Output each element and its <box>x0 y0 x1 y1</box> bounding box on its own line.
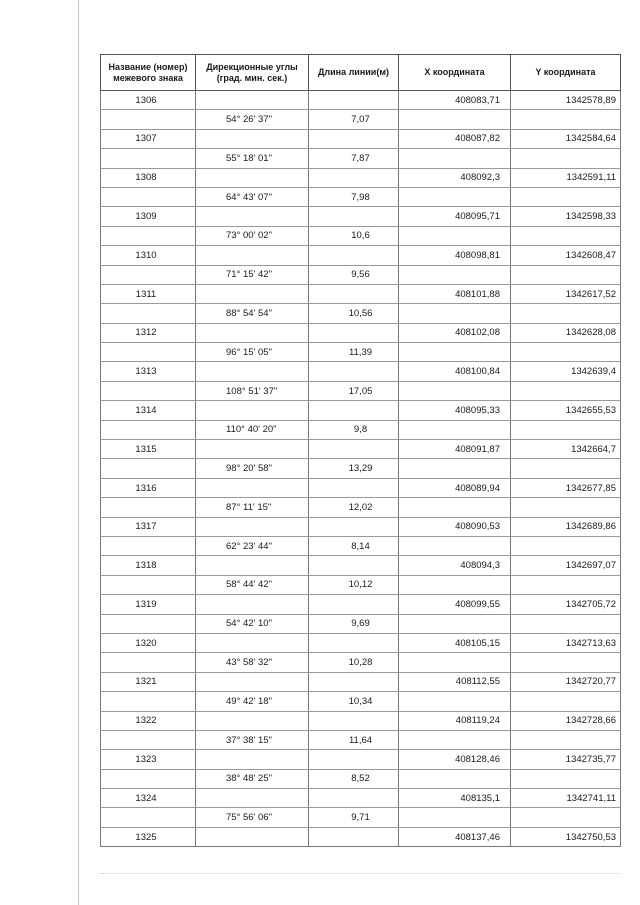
point-row <box>101 323 621 342</box>
cell-x-coordinate <box>399 420 511 439</box>
cell-direction-angle <box>196 827 309 846</box>
cell-point-name: 1317 <box>101 517 196 536</box>
cell-line-length: 12,02 <box>309 498 399 517</box>
cell-line-length <box>309 284 399 303</box>
cell-x-coordinate <box>399 110 511 129</box>
cell-x-coordinate <box>399 149 511 168</box>
cell-x-coordinate: 408119,24 <box>399 711 511 730</box>
cell-line-length: 9,71 <box>309 808 399 827</box>
point-row <box>101 711 621 730</box>
cell-point-name: 1320 <box>101 633 196 652</box>
cell-y-coordinate: 1342735,77 <box>511 750 621 769</box>
boundary-coordinates-table <box>100 54 621 847</box>
cell-direction-angle: 75° 56' 06" <box>196 808 309 827</box>
cell-x-coordinate <box>399 459 511 478</box>
cell-point-name: 1307 <box>101 129 196 148</box>
cell-point-name: 1309 <box>101 207 196 226</box>
cell-direction-angle: 54° 26' 37" <box>196 110 309 129</box>
cell-direction-angle: 64° 43' 07" <box>196 187 309 206</box>
cell-line-length <box>309 168 399 187</box>
cell-point-name <box>101 614 196 633</box>
cell-x-coordinate <box>399 808 511 827</box>
cell-x-coordinate <box>399 343 511 362</box>
cell-line-length <box>309 595 399 614</box>
cell-x-coordinate <box>399 304 511 323</box>
cell-y-coordinate: 1342578,89 <box>511 91 621 110</box>
cell-direction-angle <box>196 595 309 614</box>
cell-y-coordinate <box>511 459 621 478</box>
cell-line-length <box>309 246 399 265</box>
cell-line-length: 10,6 <box>309 226 399 245</box>
cell-x-coordinate <box>399 498 511 517</box>
cell-y-coordinate <box>511 808 621 827</box>
cell-line-length: 11,64 <box>309 730 399 749</box>
cell-line-length: 9,8 <box>309 420 399 439</box>
cell-x-coordinate: 408137,46 <box>399 827 511 846</box>
cell-line-length: 9,69 <box>309 614 399 633</box>
segment-row <box>101 653 621 672</box>
cell-direction-angle <box>196 323 309 342</box>
cell-y-coordinate: 1342697,07 <box>511 556 621 575</box>
cell-line-length <box>309 789 399 808</box>
cell-point-name: 1324 <box>101 789 196 808</box>
cell-direction-angle: 73° 00' 02" <box>196 226 309 245</box>
cell-direction-angle: 55° 18' 01" <box>196 149 309 168</box>
cell-y-coordinate <box>511 187 621 206</box>
header-angle: Дирекционные углы (град. мин. сек.) <box>196 55 309 91</box>
cell-point-name <box>101 653 196 672</box>
cell-direction-angle <box>196 440 309 459</box>
cell-line-length: 7,98 <box>309 187 399 206</box>
cell-point-name: 1314 <box>101 401 196 420</box>
cell-y-coordinate: 1342689,86 <box>511 517 621 536</box>
cell-line-length <box>309 672 399 691</box>
segment-row <box>101 420 621 439</box>
cell-line-length: 8,14 <box>309 536 399 555</box>
cell-direction-angle: 58° 44' 42" <box>196 575 309 594</box>
cell-x-coordinate <box>399 575 511 594</box>
cell-direction-angle <box>196 362 309 381</box>
cell-y-coordinate: 1342750,53 <box>511 827 621 846</box>
cell-y-coordinate: 1342713,63 <box>511 633 621 652</box>
cell-point-name: 1315 <box>101 440 196 459</box>
cell-y-coordinate <box>511 498 621 517</box>
cell-direction-angle: 49° 42' 18" <box>196 692 309 711</box>
coordinates-table-container <box>100 54 620 847</box>
cell-point-name <box>101 769 196 788</box>
segment-row <box>101 226 621 245</box>
cell-x-coordinate: 408101,88 <box>399 284 511 303</box>
cell-direction-angle: 88° 54' 54" <box>196 304 309 323</box>
cell-y-coordinate: 1342617,52 <box>511 284 621 303</box>
cell-line-length: 7,87 <box>309 149 399 168</box>
cell-x-coordinate <box>399 730 511 749</box>
cell-x-coordinate <box>399 692 511 711</box>
cell-y-coordinate <box>511 614 621 633</box>
segment-row <box>101 381 621 400</box>
cell-line-length: 10,56 <box>309 304 399 323</box>
cell-point-name: 1313 <box>101 362 196 381</box>
cell-point-name <box>101 304 196 323</box>
cell-point-name <box>101 459 196 478</box>
cell-x-coordinate <box>399 653 511 672</box>
cell-line-length <box>309 478 399 497</box>
cell-direction-angle <box>196 207 309 226</box>
segment-row <box>101 110 621 129</box>
cell-point-name: 1310 <box>101 246 196 265</box>
cell-x-coordinate: 408099,55 <box>399 595 511 614</box>
cell-y-coordinate <box>511 110 621 129</box>
cell-y-coordinate: 1342598,33 <box>511 207 621 226</box>
cell-x-coordinate <box>399 536 511 555</box>
segment-row <box>101 498 621 517</box>
cell-line-length: 10,12 <box>309 575 399 594</box>
cell-direction-angle <box>196 517 309 536</box>
segment-row <box>101 459 621 478</box>
cell-direction-angle: 38° 48' 25" <box>196 769 309 788</box>
cell-y-coordinate <box>511 304 621 323</box>
cell-direction-angle <box>196 750 309 769</box>
point-row <box>101 129 621 148</box>
cell-x-coordinate <box>399 614 511 633</box>
cell-point-name <box>101 381 196 400</box>
cell-direction-angle <box>196 401 309 420</box>
cell-point-name: 1318 <box>101 556 196 575</box>
cell-direction-angle: 87° 11' 15" <box>196 498 309 517</box>
point-row <box>101 246 621 265</box>
cell-point-name: 1306 <box>101 91 196 110</box>
cell-x-coordinate: 408091,87 <box>399 440 511 459</box>
segment-row <box>101 808 621 827</box>
cell-y-coordinate: 1342728,66 <box>511 711 621 730</box>
cell-point-name: 1325 <box>101 827 196 846</box>
cell-direction-angle: 98° 20' 58" <box>196 459 309 478</box>
point-row <box>101 207 621 226</box>
cell-y-coordinate <box>511 575 621 594</box>
cell-direction-angle: 43° 58' 32" <box>196 653 309 672</box>
cell-direction-angle <box>196 711 309 730</box>
segment-row <box>101 575 621 594</box>
cell-line-length <box>309 401 399 420</box>
cell-line-length: 8,52 <box>309 769 399 788</box>
cell-direction-angle: 54° 42' 10" <box>196 614 309 633</box>
table-body <box>101 91 621 847</box>
cell-point-name <box>101 187 196 206</box>
cell-line-length: 17,05 <box>309 381 399 400</box>
point-row <box>101 750 621 769</box>
point-row <box>101 168 621 187</box>
cell-x-coordinate <box>399 265 511 284</box>
cell-line-length <box>309 91 399 110</box>
header-length: Длина линии(м) <box>309 55 399 91</box>
cell-y-coordinate: 1342639,4 <box>511 362 621 381</box>
point-row <box>101 440 621 459</box>
segment-row <box>101 187 621 206</box>
cell-line-length <box>309 633 399 652</box>
cell-direction-angle <box>196 246 309 265</box>
cell-point-name: 1311 <box>101 284 196 303</box>
cell-line-length <box>309 440 399 459</box>
cell-point-name <box>101 420 196 439</box>
point-row <box>101 556 621 575</box>
cell-y-coordinate <box>511 730 621 749</box>
cell-line-length <box>309 750 399 769</box>
point-row <box>101 672 621 691</box>
cell-line-length <box>309 362 399 381</box>
table-header <box>101 55 621 91</box>
cell-point-name <box>101 265 196 284</box>
cell-y-coordinate: 1342705,72 <box>511 595 621 614</box>
cell-y-coordinate: 1342591,11 <box>511 168 621 187</box>
cell-x-coordinate: 408090,53 <box>399 517 511 536</box>
cell-x-coordinate: 408095,33 <box>399 401 511 420</box>
cell-direction-angle <box>196 672 309 691</box>
cell-y-coordinate <box>511 536 621 555</box>
point-row <box>101 595 621 614</box>
point-row <box>101 827 621 846</box>
cell-y-coordinate <box>511 381 621 400</box>
header-row <box>101 55 621 91</box>
cell-y-coordinate <box>511 692 621 711</box>
point-row <box>101 91 621 110</box>
cell-point-name: 1322 <box>101 711 196 730</box>
cell-y-coordinate <box>511 653 621 672</box>
segment-row <box>101 730 621 749</box>
cell-x-coordinate: 408128,46 <box>399 750 511 769</box>
cell-point-name <box>101 343 196 362</box>
segment-row <box>101 614 621 633</box>
cell-x-coordinate <box>399 769 511 788</box>
cell-y-coordinate <box>511 226 621 245</box>
cell-point-name: 1321 <box>101 672 196 691</box>
cell-direction-angle: 71° 15' 42" <box>196 265 309 284</box>
cell-line-length: 7,07 <box>309 110 399 129</box>
cell-x-coordinate <box>399 226 511 245</box>
cell-y-coordinate <box>511 343 621 362</box>
segment-row <box>101 692 621 711</box>
cell-x-coordinate <box>399 381 511 400</box>
cell-direction-angle <box>196 478 309 497</box>
point-row <box>101 401 621 420</box>
cell-y-coordinate: 1342628,08 <box>511 323 621 342</box>
cell-y-coordinate <box>511 769 621 788</box>
cell-point-name <box>101 498 196 517</box>
cell-y-coordinate: 1342741,11 <box>511 789 621 808</box>
cell-y-coordinate: 1342720,77 <box>511 672 621 691</box>
cell-direction-angle <box>196 168 309 187</box>
segment-row <box>101 304 621 323</box>
cell-point-name <box>101 226 196 245</box>
point-row <box>101 517 621 536</box>
point-row <box>101 284 621 303</box>
cell-point-name: 1323 <box>101 750 196 769</box>
point-row <box>101 478 621 497</box>
cell-line-length: 10,34 <box>309 692 399 711</box>
cell-line-length: 10,28 <box>309 653 399 672</box>
cell-y-coordinate: 1342664,7 <box>511 440 621 459</box>
cell-x-coordinate: 408095,71 <box>399 207 511 226</box>
cell-point-name <box>101 730 196 749</box>
cell-point-name: 1316 <box>101 478 196 497</box>
cell-x-coordinate: 408100,84 <box>399 362 511 381</box>
cell-point-name <box>101 808 196 827</box>
cell-point-name <box>101 149 196 168</box>
cell-point-name: 1308 <box>101 168 196 187</box>
point-row <box>101 789 621 808</box>
cell-x-coordinate: 408083,71 <box>399 91 511 110</box>
cell-line-length <box>309 129 399 148</box>
segment-row <box>101 769 621 788</box>
header-name: Название (номер) межевого знака <box>101 55 196 91</box>
segment-row <box>101 265 621 284</box>
cell-x-coordinate: 408092,3 <box>399 168 511 187</box>
cell-line-length <box>309 207 399 226</box>
cell-x-coordinate: 408094,3 <box>399 556 511 575</box>
header-y: Y координата <box>511 55 621 91</box>
cell-x-coordinate: 408135,1 <box>399 789 511 808</box>
cell-x-coordinate: 408105,15 <box>399 633 511 652</box>
cell-line-length <box>309 711 399 730</box>
cell-direction-angle <box>196 556 309 575</box>
cell-direction-angle <box>196 91 309 110</box>
cell-direction-angle <box>196 789 309 808</box>
scan-margin-line <box>78 0 79 905</box>
cell-direction-angle <box>196 633 309 652</box>
cell-y-coordinate <box>511 149 621 168</box>
cell-line-length: 13,29 <box>309 459 399 478</box>
cell-y-coordinate <box>511 420 621 439</box>
cell-line-length <box>309 556 399 575</box>
cell-direction-angle <box>196 129 309 148</box>
segment-row <box>101 149 621 168</box>
header-x: X координата <box>399 55 511 91</box>
cell-line-length: 9,56 <box>309 265 399 284</box>
cell-direction-angle: 62° 23' 44" <box>196 536 309 555</box>
cell-line-length <box>309 827 399 846</box>
bottom-faded-row <box>100 873 620 892</box>
cell-x-coordinate: 408112,55 <box>399 672 511 691</box>
cell-x-coordinate <box>399 187 511 206</box>
point-row <box>101 633 621 652</box>
cell-y-coordinate: 1342655,53 <box>511 401 621 420</box>
cell-direction-angle: 110° 40' 20" <box>196 420 309 439</box>
cell-x-coordinate: 408098,81 <box>399 246 511 265</box>
cell-line-length <box>309 517 399 536</box>
cell-line-length <box>309 323 399 342</box>
segment-row <box>101 343 621 362</box>
cell-y-coordinate: 1342677,85 <box>511 478 621 497</box>
point-row <box>101 362 621 381</box>
cell-line-length: 11,39 <box>309 343 399 362</box>
cell-point-name: 1312 <box>101 323 196 342</box>
cell-direction-angle: 96° 15' 05" <box>196 343 309 362</box>
cell-x-coordinate: 408102,08 <box>399 323 511 342</box>
cell-direction-angle <box>196 284 309 303</box>
cell-y-coordinate: 1342584,64 <box>511 129 621 148</box>
cell-point-name <box>101 575 196 594</box>
cell-y-coordinate: 1342608,47 <box>511 246 621 265</box>
cell-x-coordinate: 408087,82 <box>399 129 511 148</box>
cell-x-coordinate: 408089,94 <box>399 478 511 497</box>
cell-direction-angle: 37° 38' 15" <box>196 730 309 749</box>
cell-point-name <box>101 692 196 711</box>
cell-point-name <box>101 110 196 129</box>
segment-row <box>101 536 621 555</box>
cell-y-coordinate <box>511 265 621 284</box>
cell-point-name <box>101 536 196 555</box>
cell-direction-angle: 108° 51' 37" <box>196 381 309 400</box>
cell-point-name: 1319 <box>101 595 196 614</box>
